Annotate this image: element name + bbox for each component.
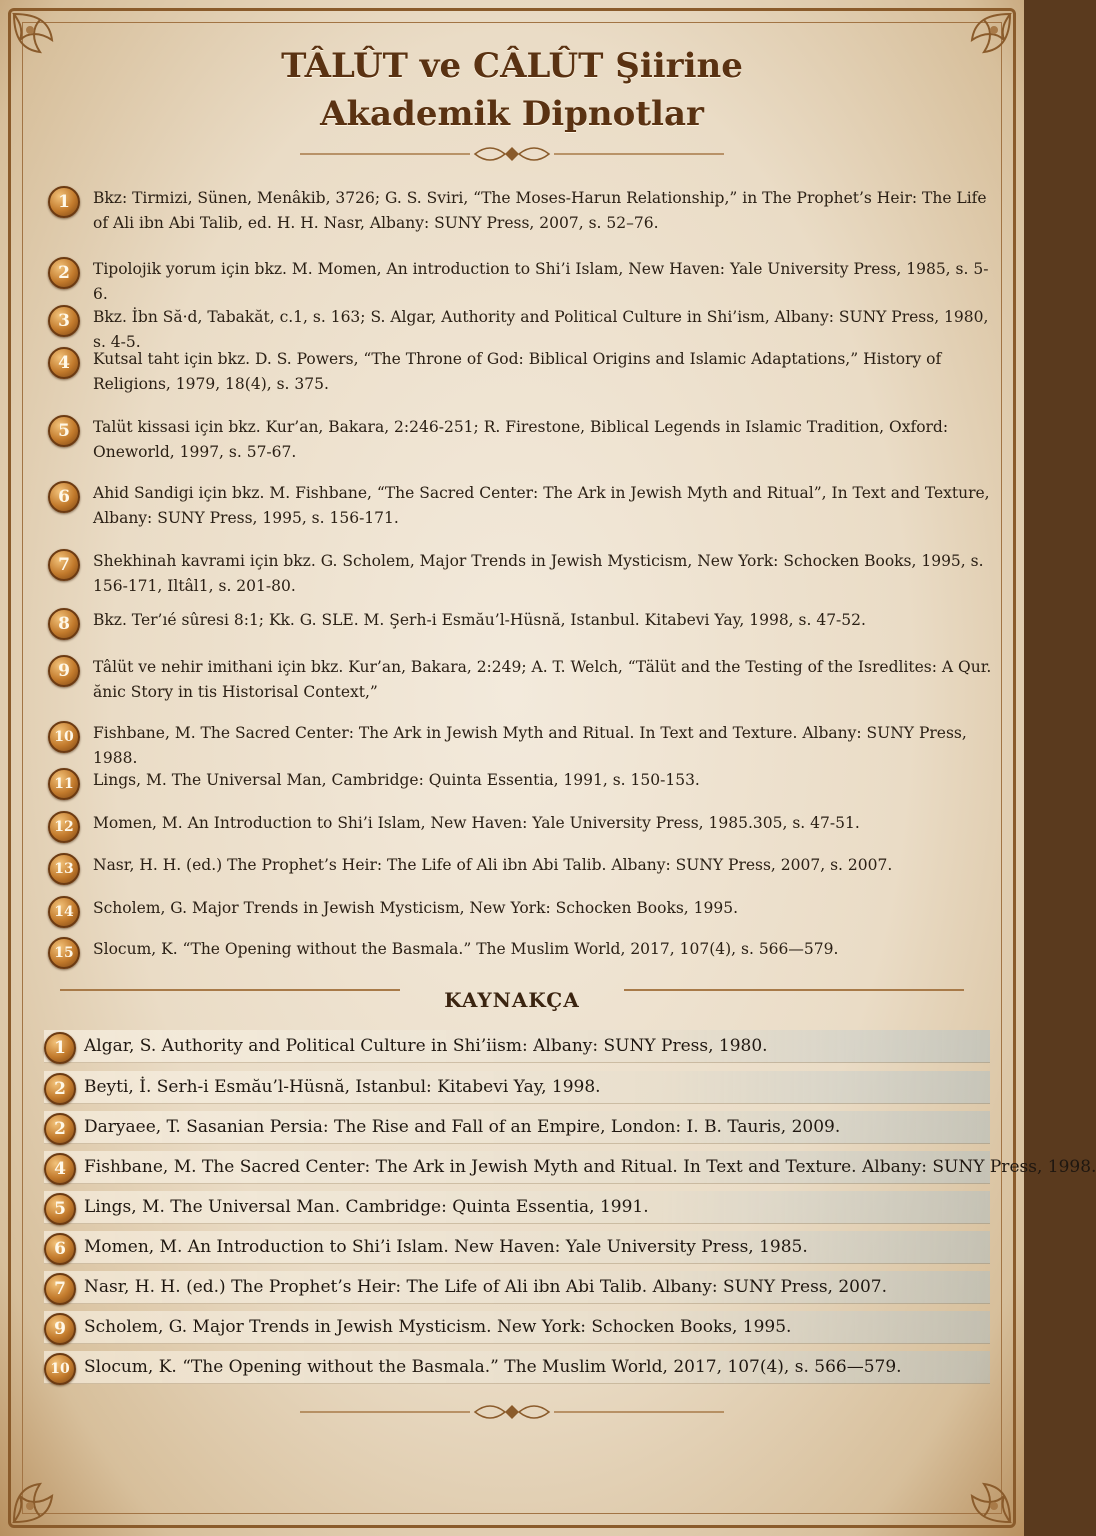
footnote-text: Shekhinah kavrami için bkz. G. Scholem, Major Trends in Jewish Mysticism, New York: Schocken Books, 1995, s. 156-171, Iltâl1, s. 201-80. — [93, 552, 984, 595]
corner-ornament-icon — [924, 1436, 1014, 1526]
page-subtitle: Akademik Dipnotlar — [320, 94, 704, 134]
flourish-divider-icon — [300, 1402, 724, 1422]
footnote-text: Talüt kissasi için bkz. Kur’an, Bakara, 2:246-251; R. Firestone, Biblical Legends in Islamic Tradition, Oxford: Oneworld, 1997, s. 57-67. — [93, 418, 949, 461]
bibliography-item — [44, 1351, 990, 1384]
bibliography-item — [44, 1191, 990, 1224]
bibliography-number-badge: 6 — [44, 1233, 76, 1265]
footnote-text: Slocum, K. “The Opening without the Basmala.” The Muslim World, 2017, 107(4), s. 566—579. — [93, 940, 839, 958]
flourish-divider-icon — [300, 144, 724, 164]
footnote-number-badge: 4 — [48, 347, 80, 379]
bibliography-item — [44, 1111, 990, 1144]
bibliography-number-badge: 2 — [44, 1113, 76, 1145]
bibliography-number-badge: 4 — [44, 1153, 76, 1185]
footnote-number-badge: 11 — [48, 768, 80, 800]
bibliography-number-badge: 2 — [44, 1073, 76, 1105]
footnote-number-badge: 6 — [48, 481, 80, 513]
bibliography-text: Beyti, İ. Serh-i Esmău’l-Hüsnă, Istanbul: Kitabevi Yay, 1998. — [84, 1077, 601, 1097]
bibliography-text: Slocum, K. “The Opening without the Basmala.” The Muslim World, 2017, 107(4), s. 566—579. — [84, 1357, 902, 1377]
footnote-text: Bkz: Tirmizi, Sünen, Menâkib, 3726; G. S. Sviri, “The Moses-Harun Relationship,” in The Prophet’s Heir: The Life of Ali ibn Abi Talib, ed. H. H. Nasr, Albany: SUNY Press, 2007, s. 52–76. — [93, 189, 987, 232]
bibliography-item — [44, 1030, 990, 1063]
footnote-number-badge: 9 — [48, 655, 80, 687]
footnote-text: Ahid Sandigi için bkz. M. Fishbane, “The Sacred Center: The Ark in Jewish Myth and Ritual”, In Text and Texture, Albany: SUNY Press, 1995, s. 156-171. — [93, 484, 990, 527]
footnote-number-badge: 12 — [48, 811, 80, 843]
bibliography-text: Nasr, H. H. (ed.) The Prophet’s Heir: The Life of Ali ibn Abi Talib. Albany: SUNY Press, 2007. — [84, 1277, 888, 1297]
footnote-number-badge: 14 — [48, 896, 80, 928]
corner-ornament-icon — [10, 1436, 100, 1526]
page-title: TÂLÛT ve CÂLÛT Şiirine — [281, 46, 743, 86]
footnote-number-badge: 8 — [48, 608, 80, 640]
footnote-text: Nasr, H. H. (ed.) The Prophet’s Heir: The Life of Ali ibn Abi Talib. Albany: SUNY Press, 2007, s. 2007. — [93, 856, 893, 874]
footnote-number-badge: 1 — [48, 186, 80, 218]
bibliography-item — [44, 1071, 990, 1104]
footnote-number-badge: 10 — [48, 721, 80, 753]
footnote-text: Scholem, G. Major Trends in Jewish Mysticism, New York: Schocken Books, 1995. — [93, 899, 739, 917]
footnote-number-badge: 2 — [48, 257, 80, 289]
bibliography-text: Fishbane, M. The Sacred Center: The Ark in Jewish Myth and Ritual. In Text and Texture. Albany: SUNY Press, 1998. — [84, 1157, 1096, 1177]
bibliography-text: Lings, M. The Universal Man. Cambridge: Quinta Essentia, 1991. — [84, 1197, 649, 1217]
bibliography-text: Scholem, G. Major Trends in Jewish Mysticism. New York: Schocken Books, 1995. — [84, 1317, 792, 1337]
bibliography-item — [44, 1151, 1096, 1184]
bibliography-text: Daryaee, T. Sasanian Persia: The Rise and Fall of an Empire, London: I. B. Tauris, 2009. — [84, 1117, 841, 1137]
footnote-number-badge: 13 — [48, 853, 80, 885]
bibliography-heading: KAYNAKÇA — [444, 988, 580, 1012]
bibliography-number-badge: 9 — [44, 1313, 76, 1345]
bibliography-number-badge: 5 — [44, 1193, 76, 1225]
footnote-text: Tipolojik yorum için bkz. M. Momen, An introduction to Shi’i Islam, New Haven: Yale University Press, 1985, s. 5-6. — [93, 260, 989, 303]
footnote-text: Fishbane, M. The Sacred Center: The Ark in Jewish Myth and Ritual. In Text and Texture. Albany: SUNY Press, 1988. — [93, 724, 967, 767]
footnote-text: Lings, M. The Universal Man, Cambridge: Quinta Essentia, 1991, s. 150-153. — [93, 771, 700, 789]
footnote-text: Kutsal taht için bkz. D. S. Powers, “The Throne of God: Biblical Origins and Islamic Adaptations,” History of Religions, 1979, 18(4), s. 375. — [93, 350, 942, 393]
footnote-text: Bkz. İbn Să·d, Tabakăt, c.1, s. 163; S. Algar, Authority and Political Culture in Shi’ism, Albany: SUNY Press, 1980, s. 4-5. — [93, 308, 989, 351]
bibliography-number-badge: 1 — [44, 1032, 76, 1064]
bibliography-number-badge: 10 — [44, 1353, 76, 1385]
footnote-text: Tâlüt ve nehir imithani için bkz. Kur’an, Bakara, 2:249; A. T. Welch, “Tälüt and the Testing of the Isredlites: A Qur. ănic Story in tis Historisal Context,” — [93, 658, 992, 701]
footnote-number-badge: 7 — [48, 549, 80, 581]
bibliography-item — [44, 1271, 990, 1304]
footnote-number-badge: 5 — [48, 415, 80, 447]
bibliography-item — [44, 1231, 990, 1264]
footnote-text: Momen, M. An Introduction to Shi’i Islam, New Haven: Yale University Press, 1985.305, s. 47-51. — [93, 814, 860, 832]
bibliography-text: Momen, M. An Introduction to Shi’i Islam. New Haven: Yale University Press, 1985. — [84, 1237, 808, 1257]
bibliography-number-badge: 7 — [44, 1273, 76, 1305]
bibliography-item — [44, 1311, 990, 1344]
footnote-number-badge: 3 — [48, 305, 80, 337]
footnote-number-badge: 15 — [48, 937, 80, 969]
footnote-text: Bkz. Ter’ıé sûresi 8:1; Kk. G. SLE. M. Şerh-i Esmău’l-Hüsnă, Istanbul. Kitabevi Yay, 1998, s. 47-52. — [93, 611, 866, 629]
bibliography-text: Algar, S. Authority and Political Culture in Shi’iism: Albany: SUNY Press, 1980. — [84, 1036, 768, 1056]
